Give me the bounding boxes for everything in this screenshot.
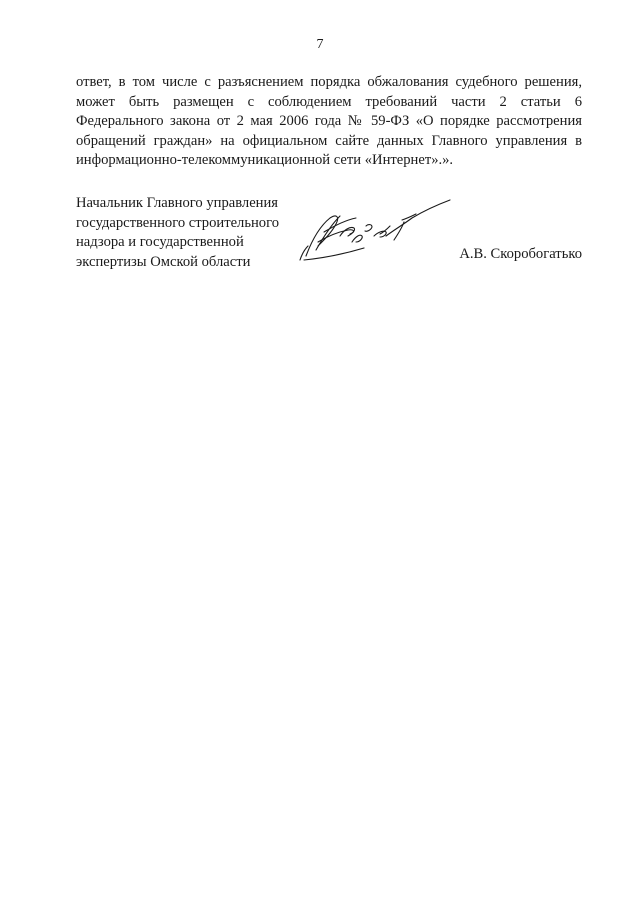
- body-paragraph: [76, 73, 582, 171]
- body-line: обращений граждан» на официальном сайте данных Главного управления в: [76, 132, 582, 149]
- body-line: ответ, в том числе с разъяснением порядка обжалования судебного решения,: [76, 74, 582, 90]
- signature-block: [76, 194, 582, 274]
- page-number: 7: [316, 37, 324, 52]
- body-line: информационно-телекоммуникационной сети «Интернет».».: [76, 152, 454, 169]
- body-line: может быть размещен с соблюдением требований части 2 статьи 6: [76, 93, 582, 110]
- signatory-title-line: государственного строительного: [76, 214, 280, 231]
- signatory-name: А.В. Скоробогатько: [459, 246, 582, 262]
- handwritten-signature-icon: [294, 196, 456, 264]
- signatory-title: [76, 194, 279, 272]
- signatory-title-line: Начальник Главного управления: [76, 195, 279, 211]
- signatory-title-line: надзора и государственной: [76, 234, 244, 251]
- body-line: Федерального закона от 2 мая 2006 года № 59-ФЗ «О порядке рассмотрения: [76, 113, 582, 130]
- signatory-title-line: экспертизы Омской области: [76, 253, 251, 270]
